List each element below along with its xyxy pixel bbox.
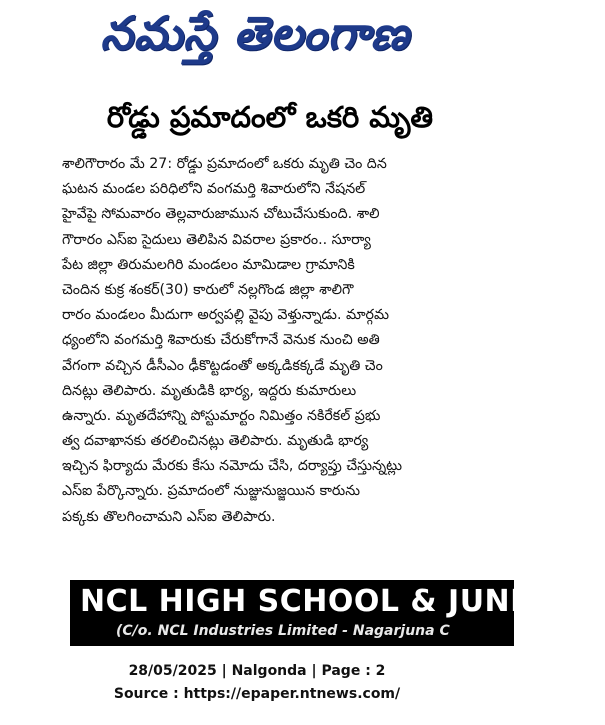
newspaper-masthead	[50, 4, 460, 74]
article-line: ధ్యంలోని వంగమర్తి శివారుకు చేరుకోగానే వెనుక నుంచి అతి	[62, 332, 380, 349]
article-headline: రోడ్డు ప్రమాదంలో ఒకరి మృతి	[106, 100, 434, 134]
article-line: రారం మండలం మీదుగా అర్వపల్లి వైపు వెళ్తున్నాడు. మార్గమ	[62, 307, 389, 324]
article-line: పేట జిల్లా తిరుమలగిరి మండలం మామిడాల గ్రామానికి	[62, 256, 355, 273]
article-line: గౌరారం ఎస్ఐ సైదులు తెలిపిన వివరాల ప్రకారం.. సూర్యా	[62, 231, 371, 248]
article-line: వేగంగా వచ్చిన డీసీఎం ఢీకొట్టడంతో అక్కడికక్కడే మృతి చెం	[62, 357, 383, 374]
article-line: హైవేపై సోమవారం తెల్లవారుజామున చోటుచేసుకుంది. శాలి	[62, 206, 380, 223]
article-line: ఇచ్చిన ఫిర్యాదు మేరకు కేసు నమోదు చేసి, దర్యాప్తు చేస్తున్నట్లు	[62, 458, 403, 475]
source-link[interactable]: Source : https://epaper.ntnews.com/	[113, 686, 401, 702]
article-line: శాలిగౌరారం మే 27: రోడ్డు ప్రమాదంలో ఒకరు మృతి చెం దిన	[62, 156, 387, 172]
article-body	[62, 152, 502, 530]
article-line: త్వ దవాఖానకు తరలించినట్లు తెలిపారు. మృతుడి భార్య	[62, 433, 369, 450]
article-line: ఉన్నారు. మృతదేహాన్ని పోస్టుమార్టం నిమిత్తం నకిరేకల్ ప్రభు	[62, 407, 381, 424]
article-line: చెందిన కుక్ర శంకర్(30) కారులో నల్లగొండ జిల్లా శాలిగౌ	[62, 281, 354, 298]
edition-info: 28/05/2025 | Nalgonda | Page : 2	[128, 663, 386, 679]
advertisement-banner	[70, 580, 605, 646]
ad-subtitle: (C/o. NCL Industries Limited - Nagarjuna C	[116, 623, 450, 639]
article-line: దినట్లు తెలిపారు. మృతుడికి భార్య, ఇద్దరు కుమారులు	[62, 382, 357, 399]
masthead-title: నమస్తే తెలంగాణ	[100, 6, 410, 60]
ad-title: NCL HIGH SCHOOL & JUNIOR C	[80, 584, 605, 619]
article-line: పక్కకు తొలగించామని ఎస్ఐ తెలిపారు.	[62, 508, 276, 525]
article-line: ఎస్ఐ పేర్కొన్నారు. ప్రమాదంలో నుజ్జునుజ్జయిన కారును	[62, 483, 361, 500]
article-line: ఘటన మండల పరిధిలోని వంగమర్తి శివారులోని నేషనల్	[62, 181, 366, 198]
